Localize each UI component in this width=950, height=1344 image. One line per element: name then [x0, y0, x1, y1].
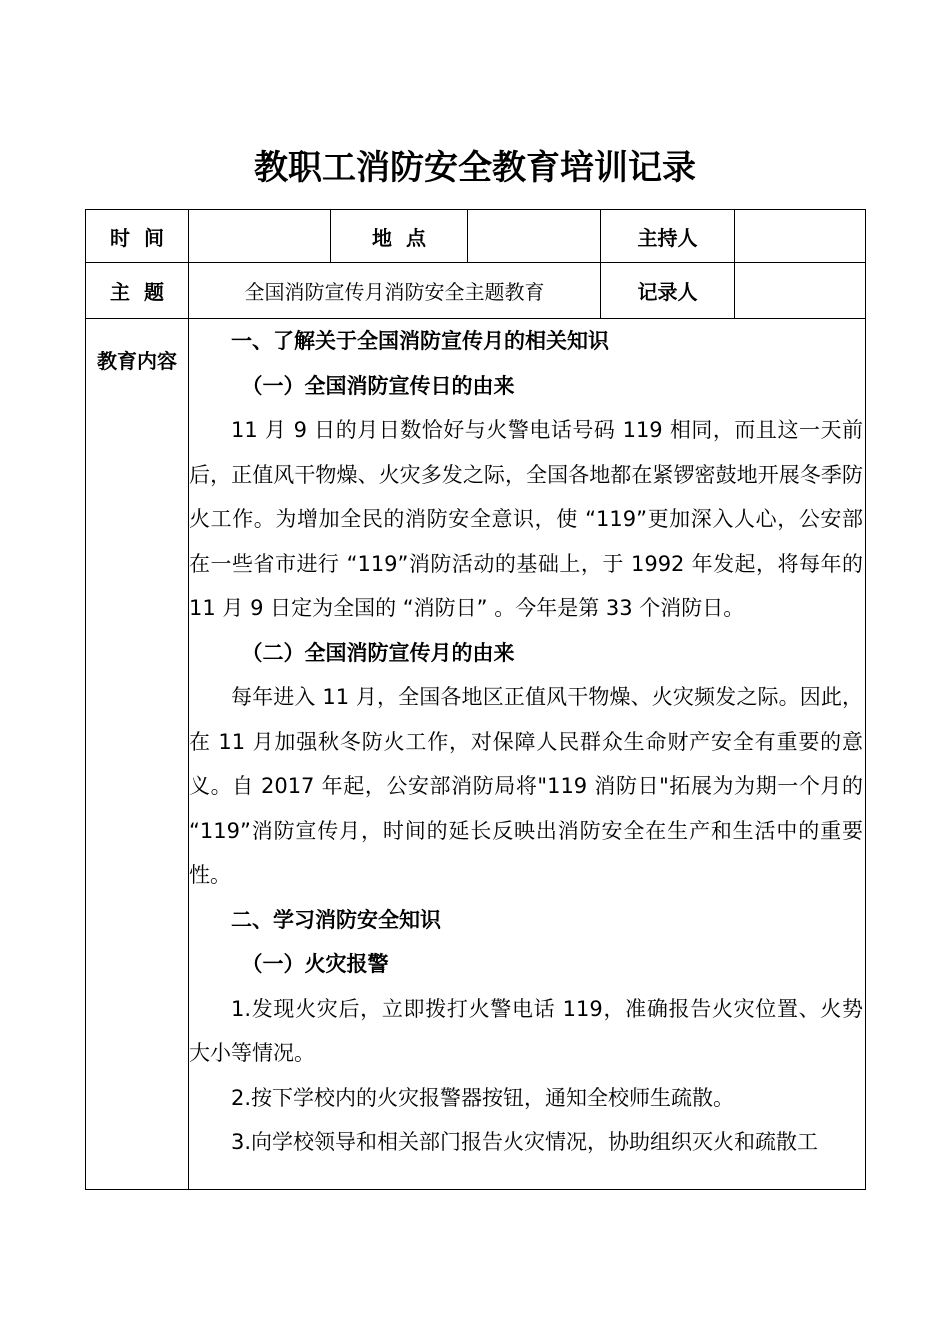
training-record-table [85, 209, 866, 1190]
topic-label: 主 题 [86, 263, 189, 319]
host-value [735, 210, 866, 263]
section2-heading: 二、学习消防安全知识 [231, 907, 441, 932]
content-label: 教育内容 [86, 319, 189, 1190]
place-value [468, 210, 601, 263]
table-row-topic-recorder [86, 263, 866, 319]
recorder-value [735, 263, 866, 319]
section1-paragraph-2: 每年进入 11 月，全国各地区正值风干物燥、火灾频发之际。因此，在 11 月加强秋冬防火工作，对保障人民群众生命财产安全有重要的意义。自 2017 年起，公安部消防局将"119 消防日"拓展为为期一个月的 “119”消防宣传月，时间的延长反映出消防安全在生产和生活中的重要性。 [189, 685, 863, 887]
time-label: 时 间 [86, 210, 189, 263]
recorder-label: 记录人 [601, 263, 735, 319]
place-label: 地 点 [331, 210, 468, 263]
section2-subheading-1: （一）火灾报警 [241, 952, 389, 976]
list-item-2: 2.按下学校内的火灾报警器按钮，通知全校师生疏散。 [231, 1085, 735, 1110]
list-item-3: 3.向学校领导和相关部门报告火灾情况，协助组织灭火和疏散工 [231, 1130, 819, 1154]
list-item-1: 1.发现火灾后，立即拨打火警电话 119，准确报告火灾位置、火势大小等情况。 [189, 996, 863, 1065]
content-body [189, 319, 865, 1189]
time-value [189, 210, 331, 263]
host-label: 主持人 [601, 210, 735, 263]
section1-subheading-1: （一）全国消防宣传日的由来 [241, 373, 515, 398]
section1-paragraph-1: 11 月 9 日的月日数恰好与火警电话号码 119 相同，而且这一天前后，正值风干物燥、火灾多发之际，全国各地都在紧锣密鼓地开展冬季防火工作。为增加全民的消防安全意识，使 “119”更加深入人心，公安部在一些省市进行 “119”消防活动的基础上，于 1992 年发起，将每年的 11 月 9 日定为全国的 “消防日” 。今年是第 33 个消防日。 [189, 418, 863, 620]
section1-heading: 一、了解关于全国消防宣传月的相关知识 [231, 329, 609, 353]
document-title: 教职工消防安全教育培训记录 [254, 148, 696, 188]
table-row-content [86, 319, 866, 1190]
section1-subheading-2: （二）全国消防宣传月的由来 [241, 640, 515, 665]
table-row-time-place-host [86, 210, 866, 263]
content-cell [189, 319, 866, 1190]
topic-value: 全国消防宣传月消防安全主题教育 [189, 263, 601, 319]
